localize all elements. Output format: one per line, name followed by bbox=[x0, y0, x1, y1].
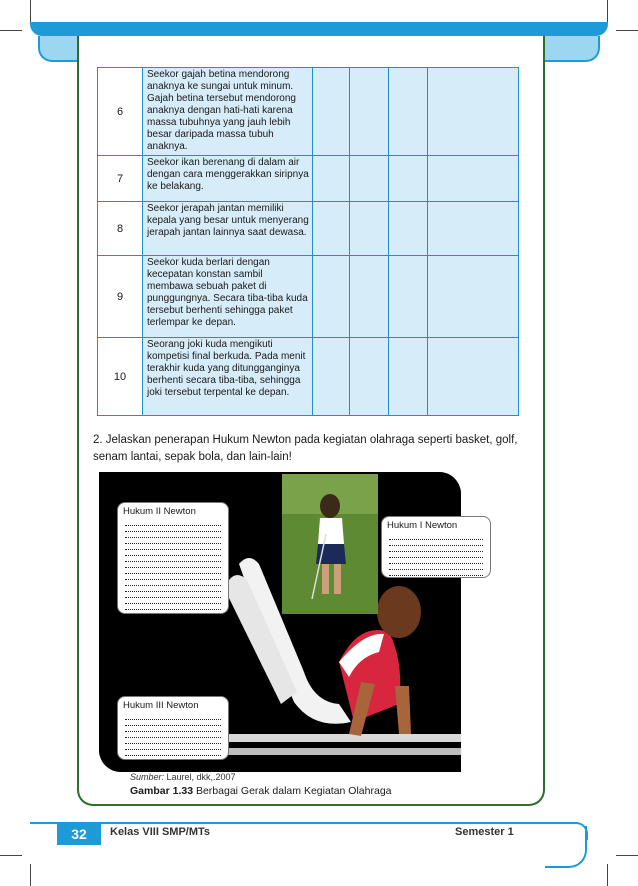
answer-cell[interactable] bbox=[313, 202, 350, 256]
answer-cell[interactable] bbox=[389, 202, 428, 256]
table-row bbox=[98, 156, 519, 202]
row-description: Seekor jerapah jantan memiliki kepala yang besar untuk menyerang jerapah jantan lainnya saat dewasa. bbox=[143, 202, 313, 256]
answer-cell[interactable] bbox=[428, 256, 519, 338]
observation-table bbox=[97, 67, 519, 416]
callout-hukum-2 bbox=[117, 502, 229, 614]
answer-cell[interactable] bbox=[428, 68, 519, 156]
footer-book-title: Kelas VIII SMP/MTs bbox=[110, 826, 211, 838]
answer-cell[interactable] bbox=[389, 256, 428, 338]
answer-cell[interactable] bbox=[313, 68, 350, 156]
table-row bbox=[98, 338, 519, 416]
figure-caption: Gambar 1.33 Berbagai Gerak dalam Kegiatan Olahraga bbox=[130, 785, 392, 797]
page-number: 32 bbox=[57, 823, 101, 845]
answer-cell[interactable] bbox=[313, 338, 350, 416]
answer-cell[interactable] bbox=[389, 338, 428, 416]
row-description: Seekor gajah betina mendorong anaknya ke sungai untuk minum. Gajah betina tersebut mendorong anaknya dengan hati-hati karena massa tubuhnya yang jauh lebih besar daripada massa tubuh anaknya. bbox=[143, 68, 313, 156]
row-description: Seekor kuda berlari dengan kecepatan konstan sambil membawa sebuah paket di punggungnya. Secara tiba-tiba kuda tersebut berhenti sehingga paket terlempar ke depan. bbox=[143, 256, 313, 338]
crop-mark bbox=[30, 864, 31, 886]
answer-cell[interactable] bbox=[389, 156, 428, 202]
answer-cell[interactable] bbox=[350, 202, 389, 256]
footer-semester: Semester 1 bbox=[455, 826, 514, 838]
table-row bbox=[98, 256, 519, 338]
callout-hukum-2-title: Hukum II Newton bbox=[123, 506, 196, 517]
answer-cell[interactable] bbox=[428, 338, 519, 416]
answer-cell[interactable] bbox=[350, 156, 389, 202]
crop-mark bbox=[616, 855, 638, 856]
table-row bbox=[98, 202, 519, 256]
footer-curve bbox=[545, 826, 587, 868]
crop-mark bbox=[0, 855, 22, 856]
answer-cell[interactable] bbox=[313, 256, 350, 338]
golfer-illustration bbox=[282, 474, 378, 614]
crop-mark bbox=[607, 864, 608, 886]
crop-mark bbox=[30, 0, 31, 22]
golfer-photo bbox=[282, 474, 378, 614]
row-number: 9 bbox=[98, 256, 143, 338]
answer-cell[interactable] bbox=[350, 256, 389, 338]
callout-hukum-1 bbox=[381, 516, 491, 578]
table-row bbox=[98, 68, 519, 156]
row-description: Seorang joki kuda mengikuti kompetisi final berkuda. Pada menit terakhir kuda yang ditungganginya berhenti secara tiba-tiba, sehingga joki tersebut terpental ke depan. bbox=[143, 338, 313, 416]
answer-cell[interactable] bbox=[428, 156, 519, 202]
crop-mark bbox=[0, 30, 22, 31]
callout-hukum-1-title: Hukum I Newton bbox=[387, 520, 458, 531]
row-description: Seekor ikan berenang di dalam air dengan cara menggerakkan siripnya ke belakang. bbox=[143, 156, 313, 202]
row-number: 6 bbox=[98, 68, 143, 156]
answer-cell[interactable] bbox=[350, 68, 389, 156]
answer-cell[interactable] bbox=[389, 68, 428, 156]
callout-hukum-3-title: Hukum III Newton bbox=[123, 700, 199, 711]
row-number: 7 bbox=[98, 156, 143, 202]
answer-cell[interactable] bbox=[313, 156, 350, 202]
callout-hukum-3 bbox=[117, 696, 229, 760]
row-number: 10 bbox=[98, 338, 143, 416]
crop-mark bbox=[616, 30, 638, 31]
answer-cell[interactable] bbox=[350, 338, 389, 416]
figure-source: Sumber: Laurel, dkk,.2007 bbox=[130, 772, 236, 782]
answer-cell[interactable] bbox=[428, 202, 519, 256]
question-2: 2. Jelaskan penerapan Hukum Newton pada kegiatan olahraga seperti basket, golf, senam lantai, sepak bola, dan lain-lain! bbox=[93, 434, 518, 463]
crop-mark bbox=[607, 0, 608, 22]
row-number: 8 bbox=[98, 202, 143, 256]
